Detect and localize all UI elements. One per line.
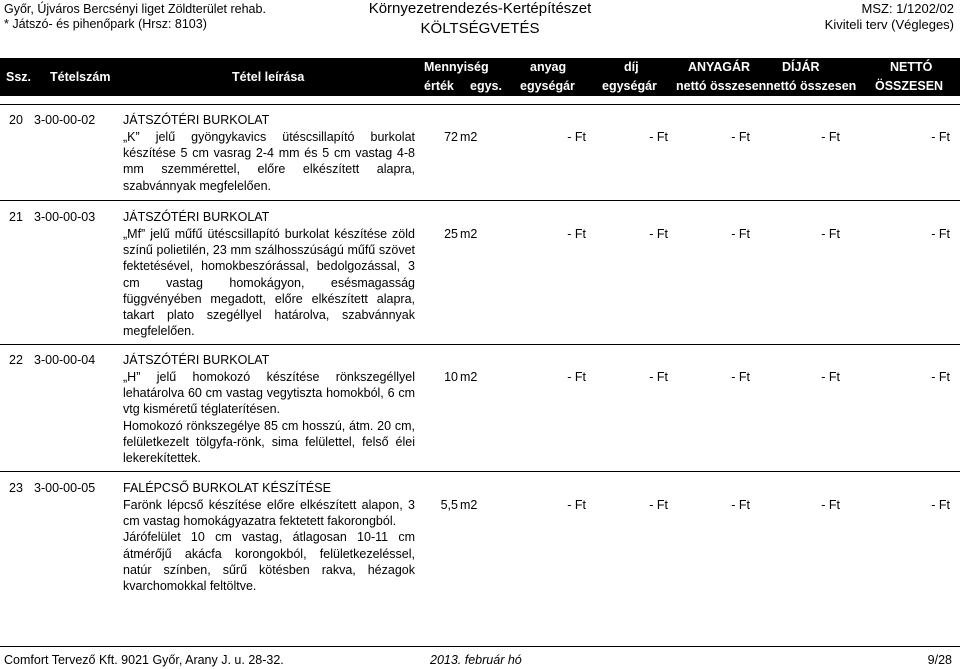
- row-separator: [0, 104, 960, 105]
- item-quantity: 10: [444, 370, 458, 384]
- col-egys: egys.: [470, 79, 502, 93]
- row-separator: [0, 200, 960, 201]
- page-header: [0, 0, 960, 58]
- item-description-paragraph: Járófelület 10 cm vastag, átlagosan 10-11 cm átmérőjű akácfa korongokból, felületkezeléssel, natúr színben, sűrű kötésben rakva, hézagok kvarchomokkal feltöltve.: [123, 530, 415, 594]
- material-total: - Ft: [731, 227, 750, 241]
- item-title: JÁTSZÓTÉRI BURKOLAT: [123, 353, 270, 367]
- col-ertek: érték: [424, 79, 454, 93]
- labor-total: - Ft: [821, 130, 840, 144]
- material-unit-price: - Ft: [567, 227, 586, 241]
- material-total: - Ft: [731, 498, 750, 512]
- net-total: - Ft: [931, 130, 950, 144]
- row-separator: [0, 344, 960, 345]
- item-quantity: 72: [444, 130, 458, 144]
- item-title: FALÉPCSŐ BURKOLAT KÉSZÍTÉSE: [123, 481, 331, 495]
- plan-phase: Kiviteli terv (Végleges): [824, 17, 954, 32]
- net-total: - Ft: [931, 370, 950, 384]
- col-anyag: anyag: [530, 60, 567, 74]
- project-name: Győr, Újváros Bercsényi liget Zöldterület rehab.: [4, 2, 266, 16]
- row-separator: [0, 471, 960, 472]
- item-description-paragraph: „H” jelű homokozó készítése rönkszegéllyel lehatárolva 60 cm vastag vegytiszta homokból, 6 cm vtg kisméretű téglaterítésen.: [123, 370, 415, 417]
- material-total: - Ft: [731, 130, 750, 144]
- item-number: 20: [9, 113, 23, 127]
- item-quantity: 5,5: [440, 498, 458, 512]
- item-number: 23: [9, 481, 23, 495]
- col-mennyiseg: Mennyiség: [424, 60, 489, 74]
- footer-page-number: 9/28: [927, 653, 952, 667]
- col-anyagar-sub: nettó összesen: [676, 79, 767, 93]
- item-description-paragraph: Farönk lépcső készítése előre elkészített alapon, 3 cm vastag homokágyazatra fektetett fakorongból.: [123, 498, 415, 529]
- col-tetel-leirasa: Tétel leírása: [232, 70, 305, 84]
- item-code: 3-00-00-03: [34, 210, 96, 224]
- material-unit-price: - Ft: [567, 498, 586, 512]
- item-description: [123, 129, 415, 194]
- item-description-paragraph: Homokozó rönkszegélye 85 cm hosszú, átm. 20 cm, felületkezelt tölgyfa-rönk, sima felülettel, felső élei lekerekítettek.: [123, 418, 415, 466]
- labor-unit-price: - Ft: [649, 130, 668, 144]
- footer-company: Comfort Tervező Kft. 9021 Győr, Arany J. u. 28-32.: [4, 653, 284, 667]
- labor-total: - Ft: [821, 227, 840, 241]
- item-description-paragraph: „Mf” jelű műfű ütéscsillapító burkolat készítése zöld színű polietilén, 23 mm szálhosszúságú műfű szövet fektetésével, homokbeszórással, bedolgozással, 3 cm vastag homokágyon, esésmagasság függvényében megadott, előre elkészített alapra, takart plato szegéllyel határolva, szabvánnyak megfelelően.: [123, 227, 415, 339]
- footer-separator: [0, 646, 960, 647]
- item-unit: m2: [460, 130, 478, 144]
- material-total: - Ft: [731, 370, 750, 384]
- item-code: 3-00-00-04: [34, 353, 96, 367]
- item-description: [123, 226, 415, 339]
- item-number: 22: [9, 353, 23, 367]
- discipline-title: Környezetrendezés-Kertépítészet: [368, 0, 592, 17]
- labor-unit-price: - Ft: [649, 370, 668, 384]
- item-quantity: 25: [444, 227, 458, 241]
- col-dijar-sub: nettó összesen: [766, 79, 857, 93]
- document-title: KÖLTSÉGVETÉS: [420, 20, 540, 37]
- labor-unit-price: - Ft: [649, 227, 668, 241]
- labor-total: - Ft: [821, 370, 840, 384]
- item-code: 3-00-00-02: [34, 113, 96, 127]
- col-netto: NETTÓ: [890, 60, 933, 74]
- item-code: 3-00-00-05: [34, 481, 96, 495]
- labor-total: - Ft: [821, 498, 840, 512]
- item-number: 21: [9, 210, 23, 224]
- labor-unit-price: - Ft: [649, 498, 668, 512]
- item-title: JÁTSZÓTÉRI BURKOLAT: [123, 210, 270, 224]
- col-dij-sub: egységár: [602, 79, 657, 93]
- col-anyag-sub: egységár: [520, 79, 575, 93]
- project-subname: * Játszó- és pihenőpark (Hrsz: 8103): [4, 17, 207, 31]
- col-tetelszam: Tételszám: [50, 70, 111, 84]
- item-description: [123, 497, 415, 594]
- item-unit: m2: [460, 227, 478, 241]
- item-description-paragraph: „K” jelű gyöngykavics ütéscsillapító burkolat készítése 5 cm vasrag 2-4 mm és 5 cm vastag 4-8 mm szemmérettel, előre elkészített alapra, szabvánnyak megfelelően.: [123, 130, 415, 193]
- col-ssz: Ssz.: [6, 70, 32, 84]
- col-netto-sub: ÖSSZESEN: [875, 79, 944, 93]
- item-description: [123, 369, 415, 466]
- document-number: MSZ: 1/1202/02: [861, 1, 954, 16]
- col-dij: díj: [624, 60, 639, 74]
- table-header: [0, 58, 960, 96]
- item-unit: m2: [460, 498, 478, 512]
- net-total: - Ft: [931, 227, 950, 241]
- material-unit-price: - Ft: [567, 370, 586, 384]
- col-anyagar: ANYAGÁR: [688, 60, 751, 74]
- col-dijar: DÍJÁR: [782, 60, 820, 74]
- footer-date: 2013. február hó: [430, 653, 522, 667]
- material-unit-price: - Ft: [567, 130, 586, 144]
- item-unit: m2: [460, 370, 478, 384]
- item-title: JÁTSZÓTÉRI BURKOLAT: [123, 113, 270, 127]
- net-total: - Ft: [931, 498, 950, 512]
